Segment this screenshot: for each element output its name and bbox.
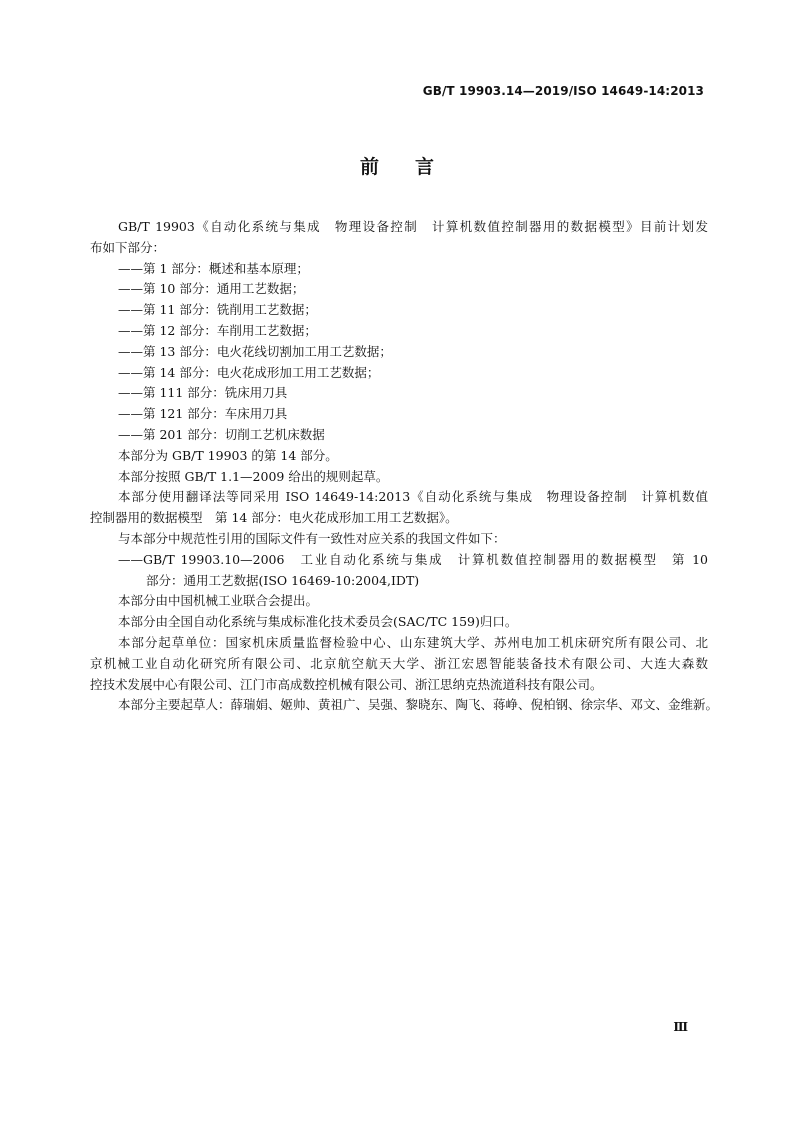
paragraph-drafting-units-line-2: 京机械工业自动化研究所有限公司、北京航空航天大学、浙江宏恩智能装备技术有限公司、大连大森数: [90, 655, 708, 671]
list-item: ——第 121 部分：车床用刀具: [118, 406, 288, 422]
list-item: ——第 201 部分：切削工艺机床数据: [118, 426, 325, 442]
paragraph-centralized-by: 本部分由全国自动化系统与集成标准化技术委员会(SAC/TC 159)归口。: [118, 614, 518, 630]
page-title: 前言: [359, 156, 470, 178]
paragraph-part-statement: 本部分为 GB/T 19903 的第 14 部分。: [118, 447, 338, 463]
standard-number-header: GB/T 19903.14—2019/ISO 14649-14:2013: [422, 84, 704, 98]
paragraph-reference-line-2: 部分：通用工艺数据(ISO 16469-10:2004,IDT): [146, 572, 420, 588]
paragraph-reference-line-1: ——GB/T 19903.10—2006 工业自动化系统与集成 计算机数值控制器用的数据模型 第 10: [118, 551, 708, 567]
paragraph-adoption-line-1: 本部分使用翻译法等同采用 ISO 14649-14:2013《自动化系统与集成 物理设备控制 计算机数值: [118, 489, 708, 505]
list-item: ——第 111 部分：铣床用刀具: [118, 385, 288, 401]
paragraph-drafting-rules: 本部分按照 GB/T 1.1—2009 给出的规则起草。: [118, 468, 389, 484]
paragraph-adoption-line-2: 控制器用的数据模型 第 14 部分：电火花成形加工用工艺数据》。: [90, 510, 458, 526]
foreword-body: [90, 217, 719, 716]
page-number: Ⅲ: [673, 1020, 688, 1034]
list-item: ——第 11 部分：铣削用工艺数据；: [118, 302, 317, 318]
list-item: ——第 1 部分：概述和基本原理；: [118, 260, 309, 276]
paragraph-drafting-units-line-1: 本部分起草单位：国家机床质量监督检验中心、山东建筑大学、苏州电加工机床研究所有限公司、北: [118, 634, 708, 650]
paragraph-correspondence: 与本部分中规范性引用的国际文件有一致性对应关系的我国文件如下：: [118, 530, 506, 546]
list-item: ——第 10 部分：通用工艺数据；: [118, 281, 305, 297]
list-item: ——第 14 部分：电火花成形加工用工艺数据；: [118, 364, 380, 380]
list-item: ——第 12 部分：车削用工艺数据；: [118, 322, 317, 338]
paragraph-drafters: 本部分主要起草人：薛瑞娟、姬帅、黄祖广、吴强、黎晓东、陶飞、蒋峥、倪柏钢、徐宗华、邓文、金维新。: [118, 697, 719, 713]
paragraph-drafting-units-line-3: 控技术发展中心有限公司、江门市高成数控机械有限公司、浙江思纳克热流道科技有限公司。: [90, 676, 603, 692]
paragraph-intro-line-1: GB/T 19903《自动化系统与集成 物理设备控制 计算机数值控制器用的数据模型》目前计划发: [118, 219, 708, 234]
paragraph-proposed-by: 本部分由中国机械工业联合会提出。: [118, 593, 319, 609]
list-item: ——第 13 部分：电火花线切割加工用工艺数据；: [118, 343, 392, 359]
paragraph-intro-line-2: 布如下部分：: [90, 239, 166, 255]
